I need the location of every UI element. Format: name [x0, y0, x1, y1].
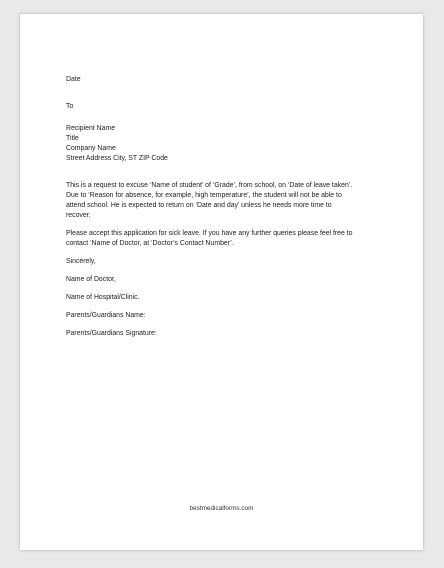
paragraph-line: attend school. He is expected to return on ‘Date and day’ unless he needs more time to: [66, 202, 332, 209]
footer-website: bestmedicalforms.com: [189, 505, 254, 512]
paragraph-line: This is a request to excuse ‘Name of student’ of ‘Grade’, from school, on ‘Date of leave taken’.: [66, 182, 353, 189]
closing-text: Sincerely,: [66, 258, 96, 265]
paragraph-line: Due to ‘Reason for absence, for example, high temperature’, the student will not be able to: [66, 192, 342, 199]
guardian-name-field: Parents/Guardians Name:: [66, 312, 146, 319]
recipient-name: Recipient Name: [66, 125, 116, 132]
document-page: [20, 14, 423, 550]
recipient-title: Title: [66, 135, 79, 142]
letter-body: [66, 75, 380, 339]
paragraph-line: recover.: [66, 212, 91, 219]
recipient-company: Company Name: [66, 145, 116, 152]
doctor-name-field: Name of Doctor,: [66, 276, 116, 283]
recipient-block: [66, 124, 380, 164]
guardian-signature-field: Parents/Guardians Signature:: [66, 330, 157, 337]
request-paragraph: [66, 181, 380, 221]
date-field: Date: [66, 76, 81, 83]
accept-paragraph: [66, 229, 380, 249]
paragraph-line: Please accept this application for sick leave. If you have any further queries please feel free to: [66, 230, 353, 237]
hospital-name-field: Name of Hospital/Clinic.: [66, 294, 140, 301]
paragraph-line: contact ‘Name of Doctor, at ‘Doctor’s Contact Number’.: [66, 240, 234, 247]
to-label: To: [66, 103, 74, 110]
recipient-address: Street Address City, ST ZIP Code: [66, 155, 168, 162]
